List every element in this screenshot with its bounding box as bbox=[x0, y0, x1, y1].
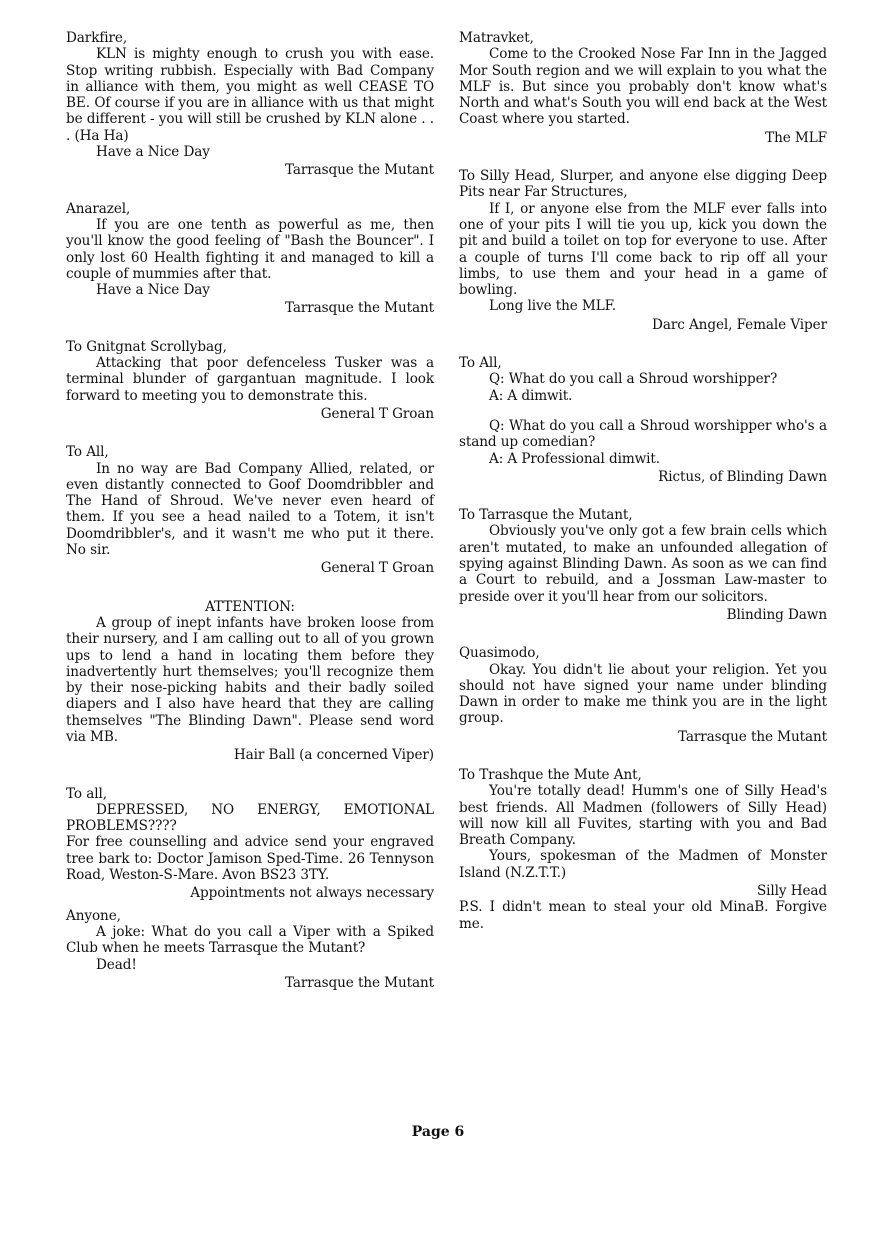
letter-salutation: To Silly Head, Slurper, and anyone else digging Deep Pits near Far Structures, bbox=[459, 168, 827, 201]
letter-body: A joke: What do you call a Viper with a Spiked Club when he meets Tarrasque the Mutant? bbox=[66, 923, 434, 957]
letter-signature: Hair Ball (a concerned Viper) bbox=[233, 747, 434, 764]
letter-signature: Tarrasque the Mutant bbox=[284, 974, 434, 991]
letter-salutation: Anyone, bbox=[66, 907, 121, 924]
letter-body: If I, or anyone else from the MLF ever falls into one of your pits I will tie you up, kick you down the pit and build a toilet on top for everyone to use. After a couple of turns I'll come back to rip off all your limbs, to use them and your head in a game of bowling. bbox=[459, 200, 827, 299]
letter-signature: Tarrasque the Mutant bbox=[284, 300, 434, 317]
letter-body: You're totally dead! Humm's one of Silly Head's best friends. All Madmen (followers of Silly Head) will now kill all Fuvites, starting with you and Bad Breath Company. bbox=[459, 783, 827, 849]
letter-salutation: Darkfire, bbox=[66, 30, 128, 46]
letter-body: In no way are Bad Company Allied, related, or even distantly connected to Goof Doomdribbler and The Hand of Shroud. We've never even heard of them. If you see a head nailed to a Totem, it isn't Doomdribbler's, and it wasn't me who put it there. No sir. bbox=[66, 460, 434, 559]
letter bbox=[66, 201, 434, 317]
letter-heading: ATTENTION: bbox=[205, 598, 295, 615]
letter-signature: Appointments not always necessary bbox=[190, 885, 434, 902]
letter bbox=[66, 339, 434, 422]
letter-salutation: Matravket, bbox=[459, 30, 534, 46]
letter-body: Attacking that poor defenceless Tusker was a terminal blunder of gargantuan magnitude. I look forward to meeting you to demonstrate this. bbox=[66, 355, 434, 404]
letter-salutation: To Tarrasque the Mutant, bbox=[459, 507, 633, 524]
letter-body: Yours, spokesman of the Madmen of Monster Island (N.Z.T.T.) bbox=[459, 848, 827, 881]
letter-signature: General T Groan bbox=[320, 405, 434, 422]
letter-salutation: Quasimodo, bbox=[459, 645, 540, 662]
letter-body: KLN is mighty enough to crush you with ease. Stop writing rubbish. Especially with Bad Company in alliance with them, you might as well CEASE TO BE. Of course if you are in alliance with us that might be different - you will still be crushed by KLN alone . . . (Ha Ha) bbox=[66, 46, 434, 144]
letter-signature: Tarrasque the Mutant bbox=[677, 728, 827, 745]
letter-body: Dead! bbox=[96, 956, 137, 973]
letter bbox=[459, 899, 827, 932]
letter-body: DEPRESSED, NO ENERGY, EMOTIONAL PROBLEMS???? bbox=[66, 801, 434, 835]
letter-body: Come to the Crooked Nose Far Inn in the Jagged Mor South region and we will explain to you what the MLF is. But since you probably don't know what's North and what's South you will end back at the West Coast where you started. bbox=[459, 46, 827, 128]
letter-salutation: To Trashque the Mute Ant, bbox=[459, 766, 642, 783]
letter bbox=[459, 355, 827, 404]
letter bbox=[459, 507, 827, 623]
letter-body: A: A Professional dimwit. bbox=[489, 450, 660, 467]
letter-body: If you are one tenth as powerful as me, then you'll know the good feeling of "Bash the Bouncer". I only lost 60 Health fighting it and managed to kill a couple of mummies after that. bbox=[66, 216, 434, 282]
letter-body: Have a Nice Day bbox=[96, 144, 210, 161]
left-column bbox=[66, 30, 434, 1013]
letter-signature: General T Groan bbox=[320, 560, 434, 577]
letter-body: Have a Nice Day bbox=[96, 282, 210, 299]
letter bbox=[66, 786, 434, 902]
letter-body: Obviously you've only got a few brain cells which aren't mutated, to make an unfounded allegation of spying against Blinding Dawn. As soon as we can find a Court to rebuild, and a Jossman Law-master to preside over it you'll hear from our solicitors. bbox=[459, 523, 827, 605]
letter bbox=[459, 168, 827, 333]
letter bbox=[66, 908, 434, 991]
letter-salutation: To All, bbox=[459, 355, 502, 372]
letter-signature: The MLF bbox=[765, 129, 827, 146]
letter bbox=[459, 767, 827, 899]
letter-body: Q: What do you call a Shroud worshipper who's a stand up comedian? bbox=[459, 417, 827, 451]
letter-body: A: A dimwit. bbox=[489, 387, 573, 404]
letter bbox=[66, 30, 434, 179]
letter bbox=[66, 599, 434, 764]
letter-body: For free counselling and advice send your engraved tree bark to: Doctor Jamison Sped-Time. 26 Tennyson Road, Weston-S-Mare. Avon BS23 3TY. bbox=[66, 834, 434, 884]
letter bbox=[66, 444, 434, 576]
letter-salutation: To all, bbox=[66, 785, 107, 802]
letter-salutation: To All, bbox=[66, 444, 109, 461]
letter-body: P.S. I didn't mean to steal your old MinaB. Forgive me. bbox=[459, 899, 827, 932]
letter-body: Q: What do you call a Shroud worshipper? bbox=[489, 371, 778, 388]
letter-body: A group of inept infants have broken loose from their nursery, and I am calling out to all of you grown ups to lend a hand in locating them before they inadvertently hurt themselves; you'll recognize them by their nose-picking habits and their badly soiled diapers and I also have heard that they are calling themselves "The Blinding Dawn". Please send word via MB. bbox=[66, 614, 434, 745]
letter-signature: Silly Head bbox=[756, 883, 827, 900]
letter bbox=[459, 645, 827, 745]
page-number: Page 6 bbox=[411, 1124, 465, 1140]
letter-signature: Rictus, of Blinding Dawn bbox=[658, 468, 827, 485]
letter-body: Long live the MLF. bbox=[489, 298, 617, 315]
letter-signature: Blinding Dawn bbox=[726, 606, 827, 623]
letter bbox=[459, 418, 827, 485]
letter-signature: Tarrasque the Mutant bbox=[284, 162, 434, 179]
letter-salutation: To Gnitgnat Scrollybag, bbox=[66, 338, 227, 355]
letter bbox=[459, 30, 827, 146]
letter-body: Okay. You didn't lie about your religion. Yet you should not have signed your name under blinding Dawn in order to make me think you are in the light group. bbox=[459, 661, 827, 727]
right-column bbox=[459, 30, 827, 954]
letter-signature: Darc Angel, Female Viper bbox=[652, 316, 827, 333]
letter-salutation: Anarazel, bbox=[66, 200, 131, 217]
